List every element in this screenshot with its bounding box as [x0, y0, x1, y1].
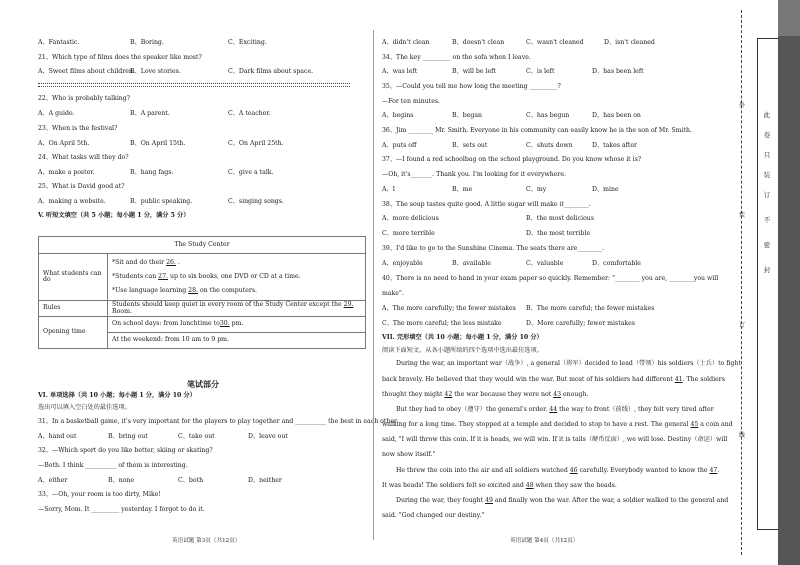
question-38: 38、The soup tastes quite good. A little sugar will make it________. — [382, 201, 591, 208]
binding-char: 卷 — [763, 131, 771, 139]
question-37-line2: —Oh, it's_______. Thank you. I'm looking for it everywhere. — [382, 171, 566, 178]
option[interactable]: B、On April 15th. — [130, 140, 186, 147]
binding-mark: 线 — [738, 432, 745, 439]
passage-line: It was heads! The soldiers felt so excited and 48 when they saw the heads. — [382, 482, 617, 489]
binding-dashed-line — [741, 10, 742, 555]
question-33-line2: —Sorry, Mom. It _________ yesterday. I forgot to do it. — [38, 506, 205, 513]
blank-47[interactable]: 47 — [709, 467, 718, 474]
blank-43[interactable]: 43 — [553, 391, 562, 398]
blank-45[interactable]: 45 — [690, 421, 699, 428]
cell-line: *Use language learning 28. on the computers. — [112, 287, 257, 295]
page-footer-right: 英语试题 第4页（共12页） — [510, 538, 579, 544]
option[interactable]: B、Love stories. — [130, 68, 181, 75]
option[interactable]: C、Exciting. — [228, 39, 267, 46]
table-cell: On school days: from lunchtime to30. pm. — [108, 317, 366, 333]
question-24: 24、What tasks will they do? — [38, 154, 129, 161]
dotted-divider — [38, 83, 350, 84]
passage-line: During the war, an important war（战争）, a general（将军）decided to lead（带领）his soldiers（士兵）to fight — [396, 360, 741, 367]
option[interactable]: A、was left — [382, 68, 418, 75]
passage-line: During the war, they fought 49 and finally won the war. After the war, a soldier walked to the general and — [396, 497, 729, 504]
option[interactable]: B、bring out — [108, 433, 148, 440]
passage-line: said, "I will throw this coin. If it is heads, we will win. If it is tails（硬币反面）, we will lose. Destiny（命运）will — [382, 436, 728, 443]
binding-gray-top — [778, 0, 800, 36]
option[interactable]: D、leave out — [248, 433, 288, 440]
option[interactable]: C、is left — [526, 68, 555, 75]
blank-27[interactable]: 27. — [158, 272, 168, 280]
blank-48[interactable]: 48 — [525, 482, 534, 489]
binding-char: 封 — [763, 266, 771, 274]
option[interactable]: C、singing songs. — [228, 198, 284, 205]
passage-line: He threw the coin into the air and all soldiers watched 46 carefully. Everybody wanted to know the 47. — [396, 467, 720, 474]
question-37: 37、—I found a red schoolbag on the school playground. Do you know whose it is? — [382, 156, 642, 163]
binding-char: 不 — [763, 216, 771, 224]
option[interactable]: C、Dark films about space. — [228, 68, 314, 75]
blank-29[interactable]: 29. — [343, 301, 354, 309]
passage-line: said. "God changed our destiny." — [382, 512, 485, 519]
binding-char: 只 — [763, 151, 771, 159]
option[interactable]: C、valuable — [526, 260, 564, 267]
option[interactable]: B、Boring. — [130, 39, 164, 46]
section-7-heading: VII. 完形填空（共 10 小题；每小题 1 分，满分 10 分） — [382, 334, 543, 341]
question-25: 25、What is David good at? — [38, 183, 125, 190]
option[interactable]: C、both — [178, 477, 204, 484]
table-cell: At the weekend: from 10 am to 9 pm. — [108, 333, 366, 349]
option[interactable]: A、On April 5th. — [38, 140, 90, 147]
question-34: 34、The key _________ on the sofa when I leave. — [382, 54, 531, 61]
table-cell — [108, 254, 366, 301]
option[interactable]: B、sets out — [452, 142, 488, 149]
passage-line: But they had to obey（遵守）the general's order. 44 the way to front（前线）, they felt very tired after — [396, 406, 714, 413]
question-22: 22、Who is probably talking? — [38, 95, 131, 102]
option[interactable]: C、take out — [178, 433, 215, 440]
option[interactable]: D、neither — [248, 477, 282, 484]
binding-mark: 装 — [738, 212, 745, 219]
cell-line: *Students can 27. up to six books, one DVD or CD at a time. — [112, 272, 301, 280]
binding-mark: 订 — [738, 322, 745, 329]
option[interactable]: A、hand out — [38, 433, 77, 440]
option[interactable]: B、began — [452, 112, 482, 119]
binding-char: 密 — [763, 241, 771, 249]
section-5-heading: V. 听短文填空（共 5 小题；每小题 1 分，满分 5 分） — [38, 212, 190, 219]
written-part-title: 笔试部分 — [187, 379, 219, 389]
option[interactable]: D、comfortable — [592, 260, 641, 267]
option[interactable]: A、enjoyable — [382, 260, 423, 267]
option[interactable]: B、public speaking. — [130, 198, 193, 205]
table-title: The Study Center — [39, 237, 366, 254]
option[interactable]: C、The more careful; the less mistake — [382, 320, 502, 327]
row-label: Opening time — [39, 317, 108, 349]
option[interactable]: B、will be left — [452, 68, 496, 75]
question-33: 33、—Oh, your room is too dirty, Mike! — [38, 491, 161, 498]
option[interactable]: A、Fantastic. — [38, 39, 80, 46]
passage-line: back bravely. He believed that they would win the war. But most of his soldiers had different 41. The soldiers — [382, 376, 725, 383]
question-35: 35、—Could you tell me how long the meeting _________? — [382, 83, 561, 90]
option[interactable]: C、give a talk. — [228, 169, 274, 176]
option[interactable]: A、making a website. — [38, 198, 106, 205]
binding-char: 此 — [763, 111, 771, 119]
binding-mark: 外 — [738, 102, 745, 109]
table-cell: Students should keep quiet in every room of the Study Center except the 29. Room. — [108, 301, 366, 317]
option[interactable]: A、A guide. — [38, 110, 75, 117]
option[interactable]: D、isn't cleaned — [604, 39, 655, 46]
option[interactable]: B、me — [452, 186, 473, 193]
dotted-divider — [38, 86, 350, 87]
option[interactable]: A、more delicious — [382, 215, 439, 222]
passage-line: walking for a long time. They stopped at a temple and decided to stop to have a rest. The general 45 a coin and — [382, 421, 733, 428]
binding-char: 订 — [763, 191, 771, 199]
row-label: Rules — [39, 301, 108, 317]
option[interactable]: B、available — [452, 260, 491, 267]
option[interactable]: C、wasn't cleaned — [526, 39, 584, 46]
option[interactable]: A、make a poster. — [38, 169, 95, 176]
blank-49[interactable]: 49 — [485, 497, 493, 504]
blank-46[interactable]: 46 — [569, 467, 578, 474]
option[interactable]: A、didn't clean — [382, 39, 430, 46]
option[interactable]: D、has been left — [592, 68, 644, 75]
row-label: What students can do — [39, 254, 108, 301]
question-40: 40、There is no need to hand in your exam paper so quickly. Remember: "________ you are, ________you will — [382, 275, 719, 282]
option[interactable]: C、A teacher. — [228, 110, 271, 117]
blank-30[interactable]: 30. — [219, 320, 230, 328]
binding-char: 装 — [763, 171, 771, 179]
question-32-line2: —Both. I think __________ of them is interesting. — [38, 462, 188, 469]
question-23: 23、When is the festival? — [38, 125, 118, 132]
option[interactable]: B、none — [108, 477, 135, 484]
option[interactable]: C、On April 25th. — [228, 140, 284, 147]
option[interactable]: A、I — [382, 186, 396, 193]
question-39: 39、I'd like to go to the Sunshine Cinema. The seats there are________. — [382, 245, 605, 252]
option[interactable]: D、mine — [592, 186, 619, 193]
option[interactable]: C、has begun — [526, 112, 570, 119]
study-center-table — [38, 236, 366, 349]
option[interactable]: A、begins — [382, 112, 414, 119]
option[interactable]: D、takes after — [592, 142, 637, 149]
option[interactable]: C、my — [526, 186, 547, 193]
option[interactable]: A、puts off — [382, 142, 417, 149]
question-40-line2: make". — [382, 290, 404, 297]
option[interactable]: D、the most terrible — [526, 230, 591, 237]
question-31: 31、In a basketball game, it's very important for the players to play together and __________ the best in each other. — [38, 418, 399, 425]
cell-line: *Sit and do their 26. . — [112, 258, 180, 266]
option[interactable]: A、The more carefully; the fewer mistakes — [382, 305, 516, 312]
option[interactable]: B、The more careful; the fewer mistakes — [526, 305, 655, 312]
passage-line: thought they might 42 the war because they were not 43 enough. — [382, 391, 589, 398]
option[interactable]: B、hang fags. — [130, 169, 174, 176]
blank-42[interactable]: 42 — [444, 391, 453, 398]
option[interactable]: A、Sweet films about children. — [38, 68, 135, 75]
question-36: 36、Jim ________ Mr. Smith. Everyone in his community can easily know he is the son of Mr. Smith. — [382, 127, 692, 134]
option[interactable]: C、more terrible — [382, 230, 435, 237]
column-divider — [373, 30, 374, 540]
blank-26[interactable]: 26. — [166, 258, 176, 266]
binding-gray-strip — [778, 0, 800, 565]
question-32: 32、—Which sport do you like better, skiing or skating? — [38, 447, 213, 454]
section-6-heading: VI. 单项选择（共 10 小题；每小题 1 分，满分 10 分） — [38, 392, 196, 399]
question-21: 21、Which type of films does the speaker like most? — [38, 54, 202, 61]
option[interactable]: C、shuts down — [526, 142, 573, 149]
blank-28[interactable]: 28. — [188, 287, 198, 295]
page-footer-left: 英语试题 第3页（共12页） — [172, 538, 241, 544]
option[interactable]: D、has been on — [592, 112, 641, 119]
blank-41[interactable]: 41 — [674, 376, 683, 383]
blank-44[interactable]: 44 — [549, 406, 558, 413]
option[interactable]: B、A parent. — [130, 110, 170, 117]
option[interactable]: B、doesn't clean — [452, 39, 505, 46]
option[interactable]: A、either — [38, 477, 68, 484]
section-7-instructions: 阅读下面短文，从各小题所给的四个选项中选出最佳选项。 — [382, 347, 543, 354]
option[interactable]: B、the most delicious — [526, 215, 594, 222]
question-35-line2: —For ten minutes. — [382, 98, 440, 105]
passage-line: now show itself." — [382, 451, 436, 458]
section-6-instructions: 选出可以填入空白处的最佳选项。 — [38, 404, 131, 411]
option[interactable]: D、More carefully; fewer mistakes — [526, 320, 635, 327]
